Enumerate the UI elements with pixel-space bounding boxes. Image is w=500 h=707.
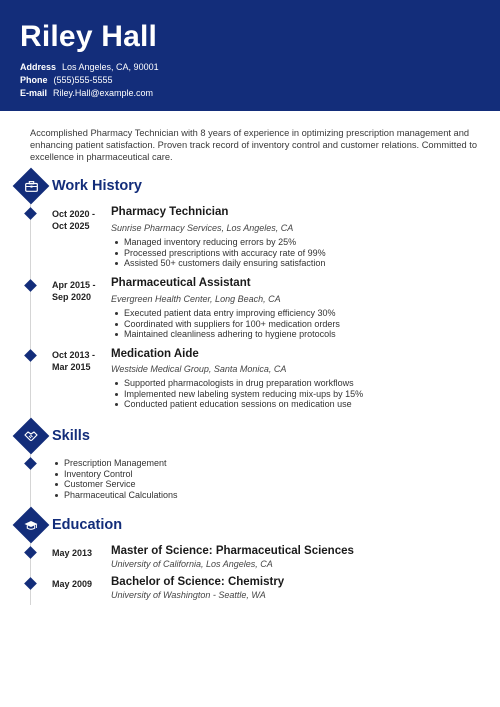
job-title: Pharmacy Technician [111,206,229,218]
contact-value: (555)555-5555 [53,75,113,85]
work-history-section-icon [13,168,50,205]
skills-section-icon [13,418,50,455]
briefcase-icon [18,173,44,199]
job-company: Sunrise Pharmacy Services, Los Angeles, CA [111,223,294,233]
timeline-marker [24,279,37,292]
school-name: University of California, Los Angeles, CA [111,559,273,569]
date-end: Oct 2025 [52,221,90,231]
contact-email [20,87,153,99]
job-company: Westside Medical Group, Santa Monica, CA [111,364,287,374]
list-item: Implemented new labeling system reducing mix-ups by 15% [114,389,363,400]
list-item: Executed patient data entry improving efficiency 30% [114,308,340,319]
list-item: Assisted 50+ customers daily ensuring satisfaction [114,258,326,269]
date-start: Oct 2020 - [52,209,96,219]
list-item: Maintained cleanliness adhering to hygiene protocols [114,329,340,340]
graduation-cap-icon [18,512,44,538]
timeline-marker [24,457,37,470]
section-title-skills: Skills [52,428,90,444]
job-title: Pharmaceutical Assistant [111,277,251,289]
list-item: Customer Service [54,479,178,490]
list-item: Prescription Management [54,458,178,469]
contact-phone [20,74,113,86]
education-section-icon [13,507,50,544]
school-name: University of Washington - Seattle, WA [111,590,266,600]
job-dates [52,279,107,303]
timeline-marker [24,207,37,220]
skills-list [54,458,178,500]
handshake-icon [18,423,44,449]
degree-title: Master of Science: Pharmaceutical Sciences [111,545,354,557]
list-item: Inventory Control [54,469,178,480]
header-banner [0,0,500,111]
date-end: Mar 2015 [52,362,91,372]
date-start: Apr 2015 - [52,280,96,290]
contact-value: Los Angeles, CA, 90001 [62,62,159,72]
job-bullets [114,237,326,269]
job-dates [52,208,107,232]
section-title-work-history: Work History [52,178,142,194]
job-company: Evergreen Health Center, Long Beach, CA [111,294,281,304]
contact-label: Phone [20,75,48,85]
list-item: Coordinated with suppliers for 100+ medication orders [114,319,340,330]
list-item: Pharmaceutical Calculations [54,490,178,501]
contact-label: Address [20,62,57,72]
education-date: May 2009 [52,579,93,589]
list-item: Processed prescriptions with accuracy rate of 99% [114,248,326,259]
timeline-marker [24,349,37,362]
timeline-marker [24,577,37,590]
job-bullets [114,308,340,340]
contact-value: Riley.Hall@example.com [53,88,154,98]
education-date: May 2013 [52,548,93,558]
professional-summary: Accomplished Pharmacy Technician with 8 years of experience in optimizing prescription management and enhancing patient satisfaction. Proven track record of inventory control and customer relations. Committed to excellence in pharmaceutical care. [30,128,477,162]
list-item: Supported pharmacologists in drug preparation workflows [114,378,363,389]
candidate-name: Riley Hall [20,20,158,53]
date-start: Oct 2013 - [52,350,96,360]
contact-label: E-mail [20,88,48,98]
job-bullets [114,378,363,410]
job-dates [52,349,107,373]
list-item: Managed inventory reducing errors by 25% [114,237,326,248]
list-item: Conducted patient education sessions on medication use [114,399,363,410]
degree-title: Bachelor of Science: Chemistry [111,576,285,588]
timeline-marker [24,546,37,559]
job-title: Medication Aide [111,348,199,360]
contact-address [20,61,159,73]
section-title-education: Education [52,517,123,533]
date-end: Sep 2020 [52,292,92,302]
